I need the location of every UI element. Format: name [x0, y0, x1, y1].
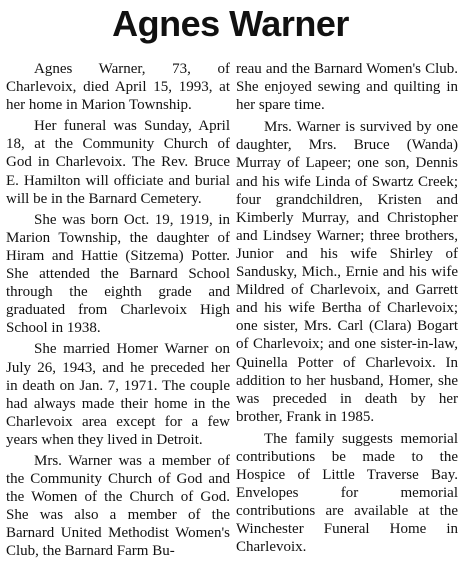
paragraph-survivors: Mrs. Warner is survived by one daughter, Mrs. Bruce (Wanda) Murray of Lapeer; one son, Dennis and his wife Linda of Swartz Creek; four grandchildren, Kristen and Kimberly Murray, and Christopher and Lindsey Warner; three brothers, Junior and his wife Shirley of Sandusky, Mich., Ernie and his wife Mildred of Charlevoix, and Garrett and his wife Bertha of Charlevoix; one sister, Mrs. Carl (Clara) Bogart of Charlevoix; and one sister-in-law, Quinella Potter of Charlevoix. In addition to her husband, Homer, she was preceded in death by her brother, Frank in 1985. — [236, 119, 458, 425]
obituary-headline: Agnes Warner — [112, 3, 349, 44]
paragraph-memorials: The family suggests memorial contributions be made to the Hospice of Little Traverse Bay. Envelopes for memorial contributions are available at the Winchester Funeral Home in Charlevoix. — [236, 430, 458, 556]
paragraph-death-notice: Agnes Warner, 73, of Charlevoix, died April 15, 1993, at her home in Marion Township. — [6, 61, 230, 114]
paragraph-marriage: She married Homer Warner on July 26, 1943, and he preceded her in death on Jan. 7, 1971. The couple had always made their home in the Charlevoix area except for a few years when they lived in Detroit. — [6, 341, 230, 448]
left-text-column — [6, 60, 230, 561]
paragraph-birth: She was born Oct. 19, 1919, in Marion Township, the daughter of Hiram and Hattie (Sitzema) Potter. She attended the Barnard School through the eighth grade and graduated from Charlevoix High School in 1938. — [6, 211, 230, 337]
right-text-column — [236, 60, 458, 557]
paragraph-memberships-continued: reau and the Barnard Women's Club. She enjoyed sewing and quilting in her spare time. — [236, 61, 458, 114]
paragraph-memberships: Mrs. Warner was a member of the Community Church of God and the Women of the Church of God. She was also a member of the Barnard United Methodist Women's Club, the Barnard Farm Bu- — [6, 452, 230, 560]
paragraph-funeral: Her funeral was Sunday, April 18, at the Community Church of God in Charlevoix. The Rev. Bruce E. Hamilton will officiate and burial will be in the Barnard Cemetery. — [6, 118, 230, 207]
